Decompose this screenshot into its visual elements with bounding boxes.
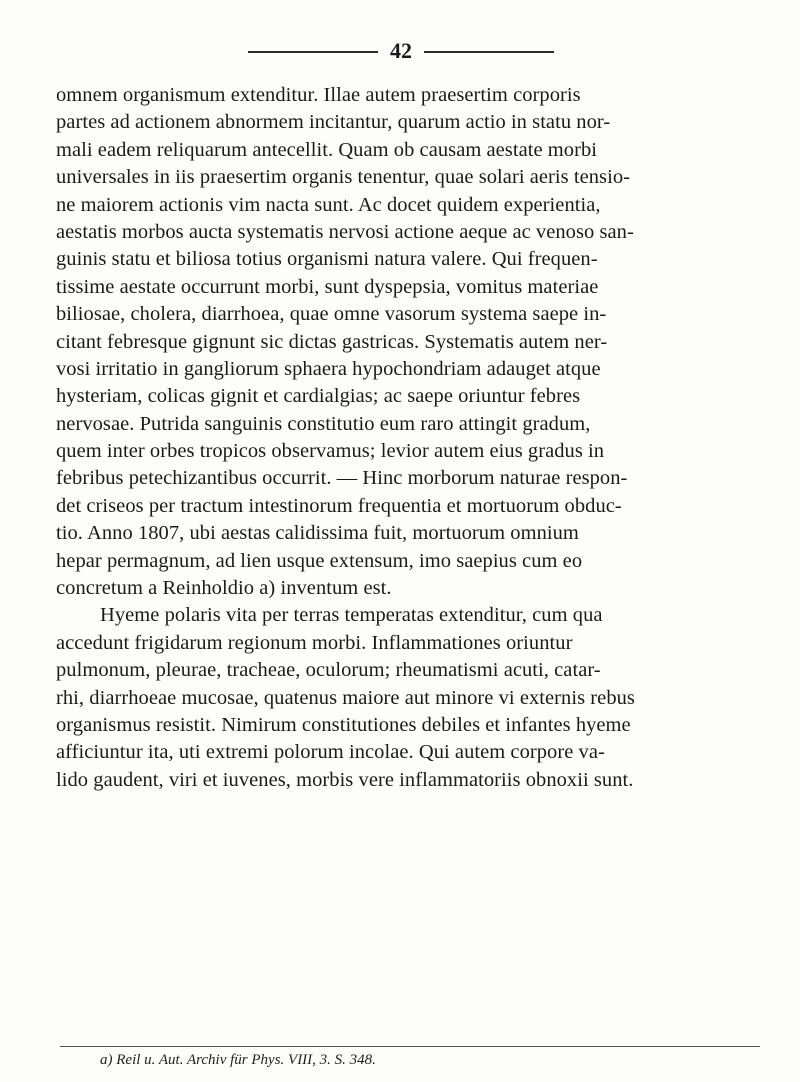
text-line: universales in iis praesertim organis tenentur, quae solari aeris tensio- (56, 166, 631, 189)
text-line: lido gaudent, viri et iuvenes, morbis vere inflammatoriis obnoxii sunt. (56, 768, 634, 791)
page-number: 42 (390, 38, 412, 63)
body-text (56, 82, 768, 794)
text-line: tissime aestate occurrunt morbi, sunt dyspepsia, vomitus materiae (56, 275, 599, 298)
header-rule-right (424, 51, 554, 53)
text-line: det criseos per tractum intestinorum frequentia et mortuorum obduc- (56, 494, 622, 517)
text-line: tio. Anno 1807, ubi aestas calidissima fuit, mortuorum omnium (56, 522, 579, 545)
text-line: concretum a Reinholdio a) inventum est. (56, 577, 392, 600)
text-line: organismus resistit. Nimirum constitutiones debiles et infantes hyeme (56, 713, 631, 736)
footnote-rule (60, 1046, 760, 1047)
text-line: quem inter orbes tropicos observamus; levior autem eius gradus in (56, 440, 605, 463)
text-line: citant febresque gignunt sic dictas gastricas. Systematis autem ner- (56, 330, 608, 353)
paragraph-start-line: Hyeme polaris vita per terras temperatas extenditur, cum qua (100, 604, 603, 627)
text-line: vosi irritatio in gangliorum sphaera hypochondriam adauget atque (56, 357, 601, 380)
text-line: hepar permagnum, ad lien usque extensum, imo saepius cum eo (56, 549, 583, 572)
text-line: afficiuntur ita, uti extremi polorum incolae. Qui autem corpore va- (56, 741, 605, 764)
text-line: guinis statu et biliosa totius organismi natura valere. Qui frequen- (56, 248, 598, 271)
text-line: omnem organismum extenditur. Illae autem praesertim corporis (56, 84, 581, 106)
text-line: aestatis morbos aucta systematis nervosi actione aeque ac venoso san- (56, 220, 634, 243)
text-line: partes ad actionem abnormem incitantur, quarum actio in statu nor- (56, 111, 611, 134)
text-line: accedunt frigidarum regionum morbi. Inflammationes oriuntur (56, 631, 573, 654)
page-header (220, 40, 580, 64)
text-line: rhi, diarrhoeae mucosae, quatenus maiore aut minore vi externis rebus (56, 686, 635, 709)
text-line: hysteriam, colicas gignit et cardialgias; ac saepe oriuntur febres (56, 385, 581, 408)
text-line: ne maiorem actionis vim nacta sunt. Ac docet quidem experientia, (56, 193, 601, 216)
header-rule-left (248, 51, 378, 53)
footnote: a) Reil u. Aut. Archiv für Phys. VIII, 3. S. 348. (100, 1052, 376, 1068)
text-line: pulmonum, pleurae, tracheae, oculorum; rheumatismi acuti, catar- (56, 659, 601, 682)
text-line: biliosae, cholera, diarrhoea, quae omne vasorum systema saepe in- (56, 303, 607, 326)
text-line: febribus petechizantibus occurrit. — Hinc morborum naturae respon- (56, 467, 628, 490)
text-line: mali eadem reliquarum antecellit. Quam ob causam aestate morbi (56, 138, 598, 161)
text-line: nervosae. Putrida sanguinis constitutio eum raro attingit gradum, (56, 412, 591, 435)
